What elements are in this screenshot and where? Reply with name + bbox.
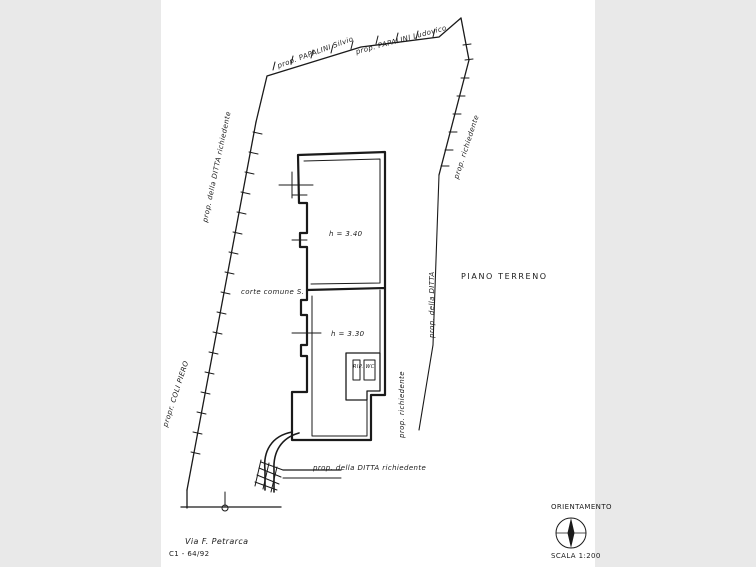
drawing-sheet [161,0,612,567]
label-orientation: ORIENTAMENTO [551,503,612,511]
label-room-upper-height: h = 3.40 [329,230,363,238]
label-boundary-left-road: prop. della DITTA richiedente [201,110,233,223]
label-boundary-right-lower: prop. richiedente [398,371,406,438]
label-room-lower-height: h = 3.30 [331,330,365,338]
compass-rose [556,518,586,548]
label-boundary-left: propr. COLI PIERO [161,359,191,428]
label-boundary-right-upper: prop. richiedente [452,113,481,180]
label-boundary-top-right: prop. PAPALINI Ludovico [354,23,448,56]
label-small-room: RIP. WC [353,364,375,370]
label-bottom-strip: prop. della DITTA richiedente [313,464,427,472]
label-drawing-code: C1 - 64/92 [169,550,210,558]
label-boundary-top-left: prop. PAPALINI Silvio [276,34,355,70]
label-street: Via F. Petrarca [185,537,249,546]
site-plan-drawing [161,0,595,567]
label-courtyard: corte comune S. [241,288,305,296]
label-boundary-right-ditta: prop. della DITTA [428,271,436,338]
label-piano-terreno: PIANO TERRENO [461,272,548,281]
label-scale: SCALA 1:200 [551,552,601,560]
